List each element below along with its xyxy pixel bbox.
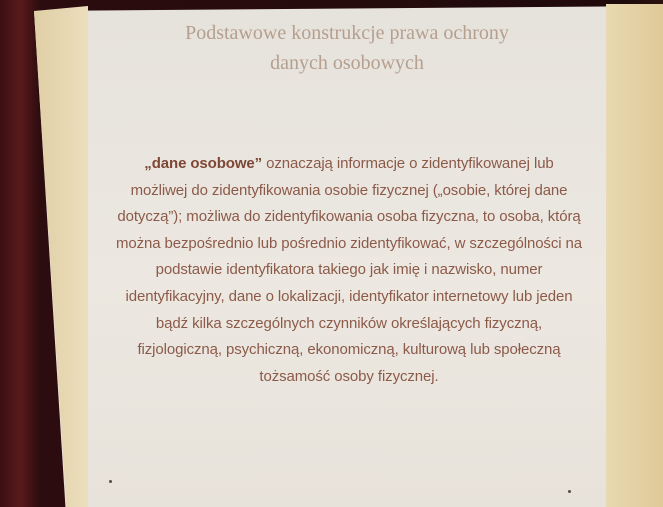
screen-mark <box>568 490 571 493</box>
definition-paragraph <box>114 151 584 390</box>
slide-right-accent-bar <box>606 4 663 507</box>
definition-term: „dane osobowe” <box>144 155 263 172</box>
slide-title-line-1: Podstawowe konstrukcje prawa ochrony <box>185 22 509 44</box>
slide-title-line-2: danych osobowych <box>270 52 424 74</box>
definition-text: oznaczają informacje o zidentyfikowanej lub możliwej do zidentyfikowania osobie fizycznej („osobie, której dane dotyczą”); możliwa do zidentyfikowania osoba fizyczna, to osoba, którą można bezpośrednio lub pośrednio zidentyfikować, w szczególności na podstawie identyfikatora takiego jak imię i nazwisko, numer identyfikacyjny, dane o lokalizacji, identyfikator internetowy lub jeden bądź kilka szczególnych czynników określających fizyczną, fizjologiczną, psychiczną, ekonomiczną, kulturową lub społeczną tożsamość osoby fizycznej. <box>115 155 583 385</box>
slide-content <box>88 6 606 496</box>
slide-title <box>88 18 606 78</box>
screen-mark <box>109 480 112 483</box>
